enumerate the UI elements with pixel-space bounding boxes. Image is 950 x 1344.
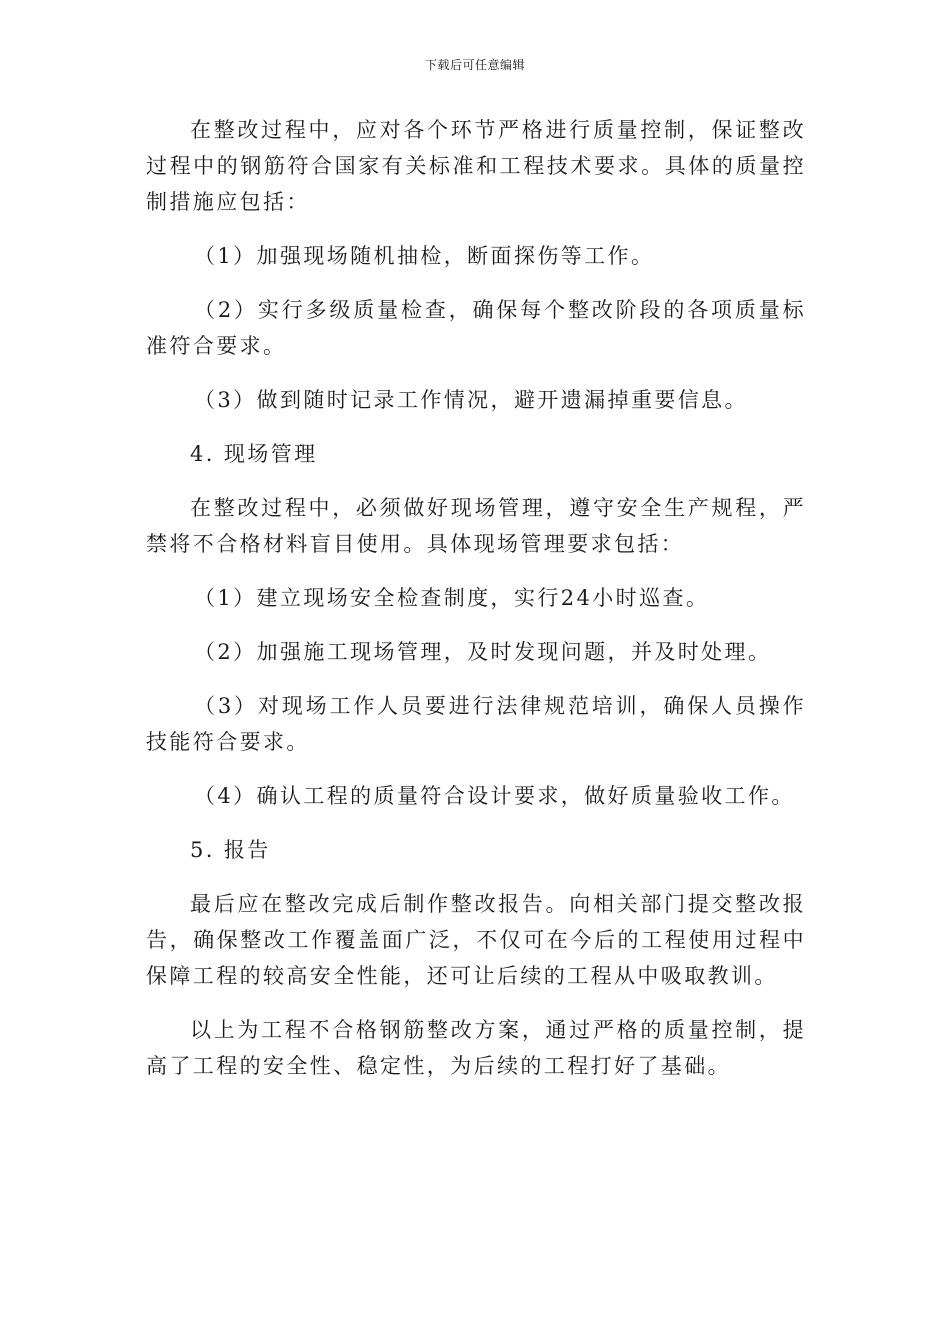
section-heading-report: 5. 报告 [190, 838, 271, 862]
document-body [146, 112, 806, 1084]
paragraph-quality-control: 在整改过程中，应对各个环节严格进行质量控制，保证整改过程中的钢筋符合国家有关标准和工程技术要求。具体的质量控制措施应包括： [146, 118, 806, 214]
list-item-quality-1: （1）加强现场随机抽检，断面探伤等工作。 [194, 244, 655, 268]
page-header: 下载后可任意编辑 [424, 58, 525, 72]
paragraph-report: 最后应在整改完成后制作整改报告。向相关部门提交整改报告，确保整改工作覆盖面广泛，不仅可在今后的工程使用过程中保障工程的较高安全性能，还可让后续的工程从中吸取教训。 [146, 892, 806, 988]
paragraph-conclusion: 以上为工程不合格钢筋整改方案，通过严格的质量控制，提高了工程的安全性、稳定性，为后续的工程打好了基础。 [146, 1018, 806, 1078]
list-item-site-4: （4）确认工程的质量符合设计要求，做好质量验收工作。 [194, 784, 795, 808]
list-item-site-3: （3）对现场工作人员要进行法律规范培训，确保人员操作技能符合要求。 [146, 694, 806, 754]
list-item-quality-3: （3）做到随时记录工作情况，避开遗漏掉重要信息。 [194, 388, 748, 412]
list-item-site-2: （2）加强施工现场管理，及时发现问题，并及时处理。 [194, 640, 772, 664]
list-item-site-1: （1）建立现场安全检查制度，实行24小时巡查。 [194, 586, 710, 610]
paragraph-site-management: 在整改过程中，必须做好现场管理，遵守安全生产规程，严禁将不合格材料盲目使用。具体现场管理要求包括： [146, 496, 806, 556]
list-item-quality-2: （2）实行多级质量检查，确保每个整改阶段的各项质量标准符合要求。 [146, 298, 806, 358]
section-heading-site-management: 4. 现场管理 [190, 442, 318, 466]
